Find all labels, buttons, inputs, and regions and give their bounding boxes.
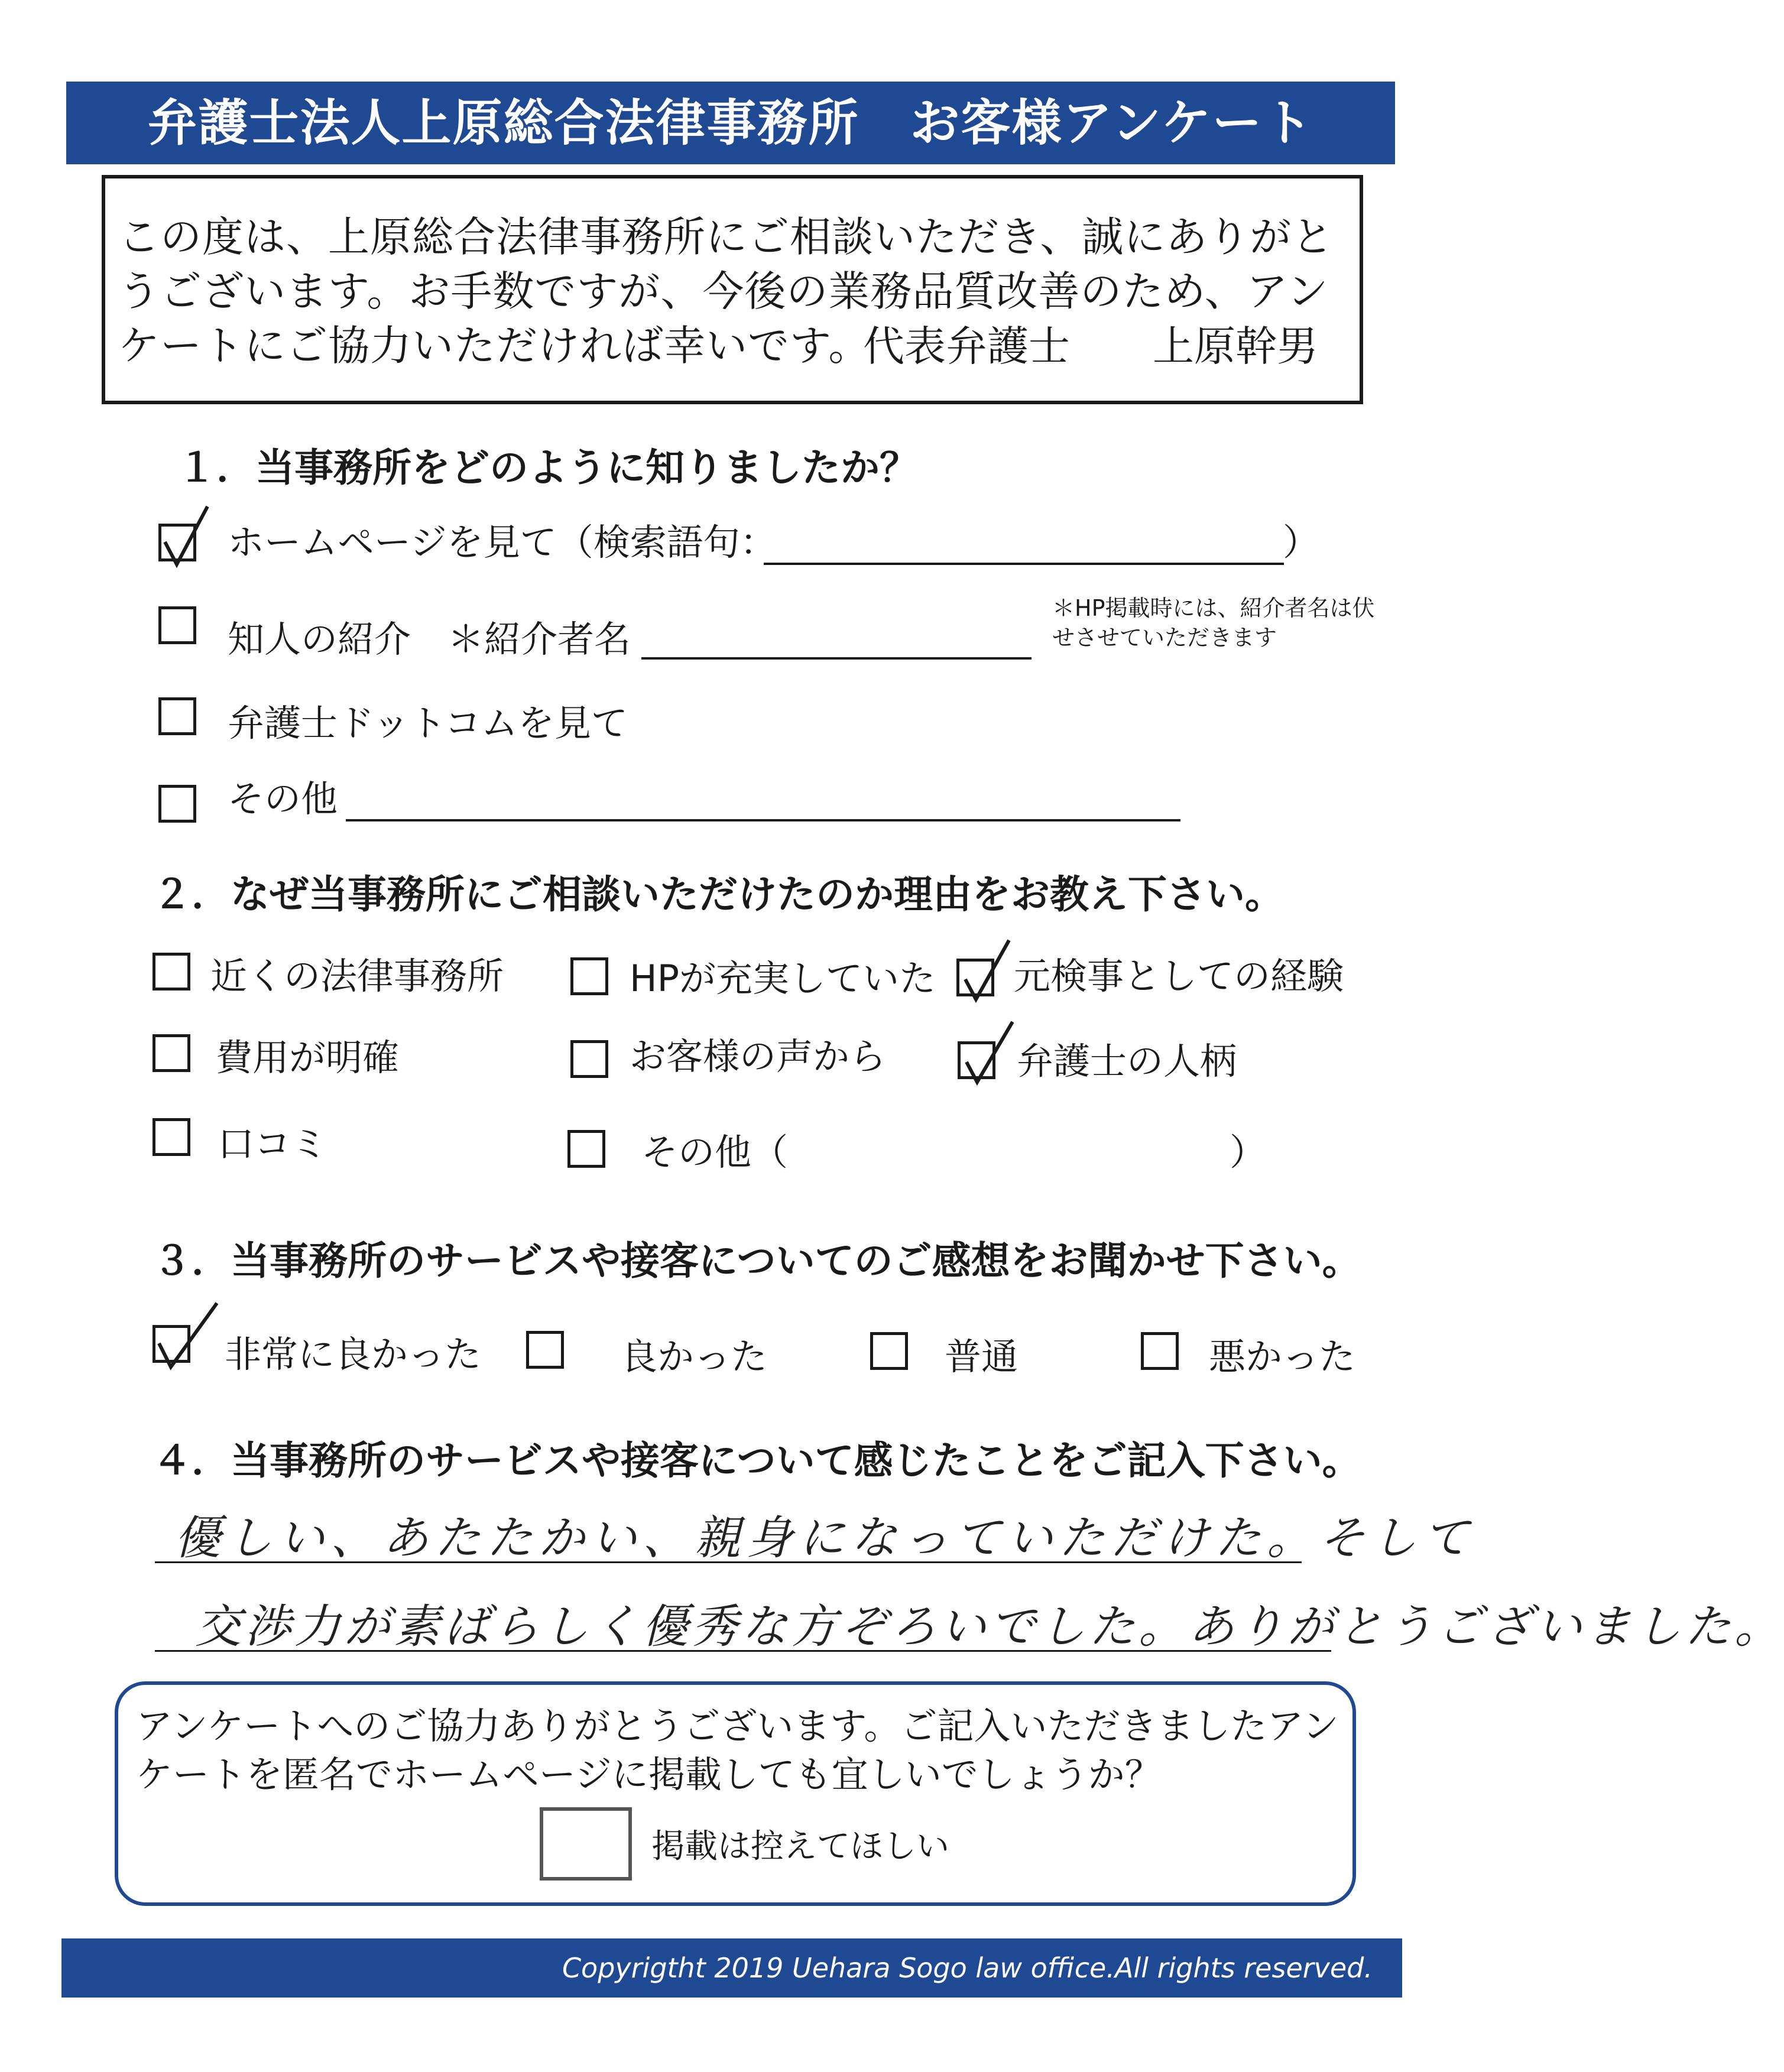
survey-title: 弁護士法人上原総合法律事務所 お客様アンケート — [66, 82, 1395, 164]
q4-title: ４．当事務所のサービスや接客について感じたことをご記入下さい。 — [153, 1438, 1361, 1483]
q3-checkbox-bad[interactable] — [1141, 1332, 1179, 1370]
q3-title: ３．当事務所のサービスや接客についてのご感想をお聞かせ下さい。 — [153, 1238, 1361, 1284]
q4-answer-line-1: 優しい、あたたかい、親身になっていただけた。そして — [174, 1512, 1475, 1565]
q1-checkbox-homepage[interactable] — [158, 524, 196, 561]
q2-option-word-of-mouth: 口コミ — [218, 1122, 328, 1165]
q2-option-hp-content: HPが充実していた — [630, 957, 936, 1000]
q4-answer-line-2: 交渉力が素ばらしく優秀な方ぞろいでした。ありがとうございました。 — [195, 1600, 1784, 1654]
q2-option-other: その他（ — [641, 1131, 789, 1174]
copyright-footer: Copyrigtht 2019 Uehara Sogo law office.All rights reserved. — [61, 1938, 1402, 1998]
q1-option-bengoshi-dotcom: 弁護士ドットコムを見て — [228, 702, 628, 745]
q3-option-good: 良かった — [621, 1335, 768, 1378]
q1-other-field[interactable] — [346, 819, 1180, 821]
q3-checkbox-very-good[interactable] — [153, 1325, 190, 1363]
checkmark-icon — [957, 937, 1016, 1008]
q1-option-homepage-close: ） — [1283, 521, 1320, 564]
q1-referrer-name-field[interactable] — [641, 657, 1032, 660]
q2-checkbox-nearby-office[interactable] — [153, 953, 190, 990]
q3-checkbox-average[interactable] — [870, 1332, 908, 1370]
q2-checkbox-ex-prosecutor[interactable] — [956, 959, 994, 996]
q1-option-referral: 知人の紹介 ＊紹介者名 — [228, 618, 631, 661]
q4-answer-rule-1 — [155, 1561, 1302, 1563]
q2-option-clear-fees: 費用が明確 — [216, 1036, 400, 1079]
q2-checkbox-word-of-mouth[interactable] — [153, 1118, 190, 1156]
q1-checkbox-referral[interactable] — [158, 606, 196, 644]
q2-option-nearby-office: 近くの法律事務所 — [210, 954, 504, 998]
q2-checkbox-other[interactable] — [567, 1130, 605, 1168]
q2-option-other-close: ） — [1230, 1131, 1267, 1174]
q2-checkbox-clear-fees[interactable] — [153, 1034, 190, 1072]
q3-option-very-good: 非常に良かった — [225, 1333, 482, 1376]
q1-title: １．当事務所をどのように知りましたか？ — [177, 445, 919, 491]
q4-answer-rule-2 — [155, 1650, 1331, 1652]
publication-decline-label: 掲載は控えてほしい — [651, 1827, 949, 1866]
checkmark-icon — [153, 1303, 212, 1374]
q2-option-customer-voices: お客様の声から — [630, 1035, 887, 1078]
q2-option-lawyer-personality: 弁護士の人柄 — [1017, 1040, 1237, 1083]
q1-search-term-field[interactable] — [764, 563, 1284, 565]
q2-option-ex-prosecutor: 元検事としての経験 — [1014, 954, 1344, 998]
publication-consent-text: アンケートへのご協力ありがとうございます。ご記入いただきましたアンケートを匿名でホームページに掲載しても宜しいでしょうか？ — [136, 1704, 1339, 1796]
q2-title: ２．なぜ当事務所にご相談いただけたのか理由をお教え下さい。 — [153, 872, 1284, 917]
q3-checkbox-good[interactable] — [526, 1331, 564, 1369]
q1-referral-note: ＊HP掲載時には、紹介者名は伏せさせていただきます — [1052, 595, 1375, 651]
q1-option-homepage: ホームページを見て（検索語句： — [228, 521, 777, 564]
q1-option-other: その他 — [228, 777, 338, 820]
q1-checkbox-bengoshi-dotcom[interactable] — [158, 697, 196, 735]
q3-option-average: 普通 — [945, 1335, 1018, 1378]
signature: 代表弁護士 上原幹男 — [863, 322, 1318, 371]
intro-text: この度は、上原総合法律事務所にご相談いただき、誠にありがとうございます。お手数ですが、今後の業務品質改善のため、アンケートにご協力いただければ幸いです。 — [118, 213, 1334, 370]
q1-checkbox-other[interactable] — [158, 785, 196, 823]
checkmark-icon — [159, 502, 218, 573]
checkmark-icon — [958, 1019, 1017, 1090]
q2-checkbox-lawyer-personality[interactable] — [958, 1041, 995, 1079]
q2-checkbox-customer-voices[interactable] — [570, 1040, 608, 1078]
q2-checkbox-hp-content[interactable] — [570, 957, 608, 995]
q3-option-bad: 悪かった — [1209, 1335, 1356, 1378]
publication-decline-checkbox[interactable] — [540, 1807, 632, 1881]
